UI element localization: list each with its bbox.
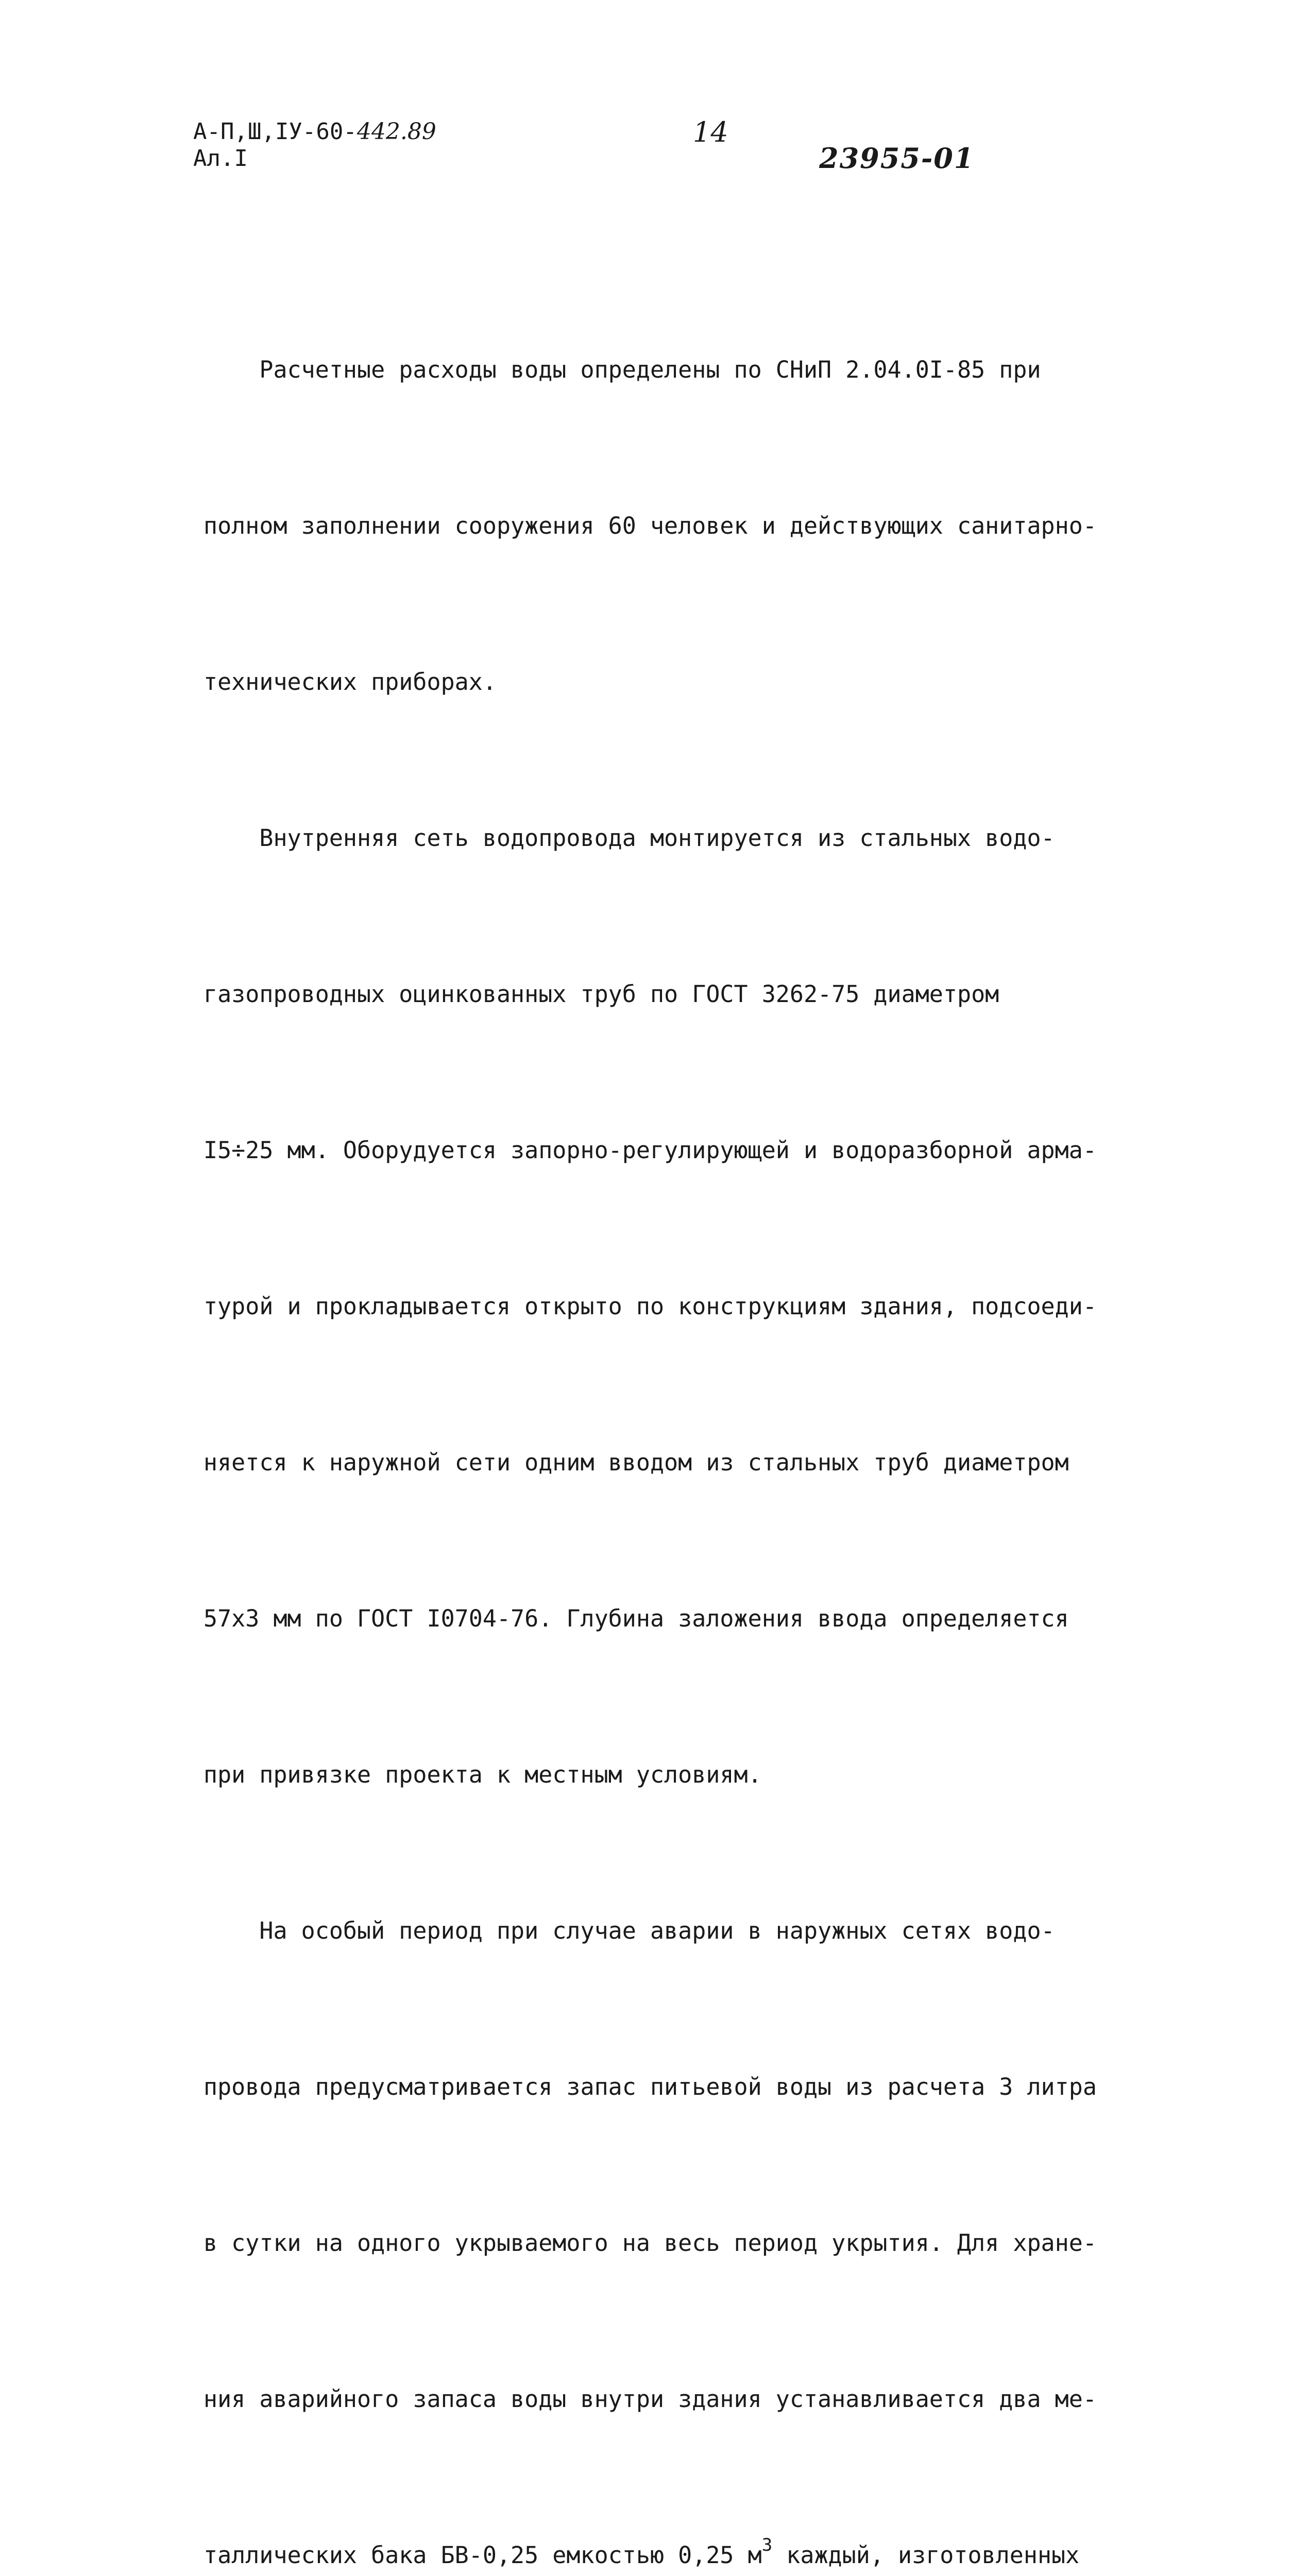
- text-line: при привязке проекта к местным условиям.: [203, 1761, 762, 1788]
- text-line: провода предусматривается запас питьевой воды из расчета 3 литра: [203, 2073, 1097, 2100]
- text-line: Внутренняя сеть водопровода монтируется из стальных водо-: [203, 824, 1055, 852]
- text-line: турой и прокладывается открыто по конструкциям здания, подсоеди-: [203, 1293, 1097, 1320]
- superscript-cubic: 3: [761, 2535, 773, 2555]
- text-line: полном заполнении сооружения 60 человек и действующих санитарно-: [203, 512, 1097, 539]
- text-line: в сутки на одного укрываемого на весь период укрытия. Для хране-: [203, 2229, 1097, 2257]
- text-line-main: таллических бака БВ-0,25 емкостью 0,25 м: [203, 2541, 762, 2569]
- document-code-handwritten: 442.89: [356, 118, 436, 145]
- document-code: [193, 118, 436, 145]
- text-line: I5÷25 мм. Оборудуется запорно-регулирующей и водоразборной арма-: [203, 1137, 1097, 1164]
- text-line-tail: каждый, изготовленных: [772, 2541, 1080, 2569]
- document-number: 23955-01: [819, 142, 975, 175]
- text-line: газопроводных оцинкованных труб по ГОСТ 3262-75 диаметром: [203, 980, 999, 1008]
- text-line-with-superscript: [203, 2529, 1218, 2576]
- text-line: На особый период при случае аварии в наружных сетях водо-: [203, 1917, 1055, 1944]
- text-line: ния аварийного запаса воды внутри здания устанавливается два ме-: [203, 2385, 1097, 2413]
- text-line: няется к наружной сети одним вводом из стальных труб диаметром: [203, 1449, 1069, 1476]
- text-line: 57х3 мм по ГОСТ I0704-76. Глубина заложения ввода определяется: [203, 1605, 1069, 1632]
- body-text: [203, 240, 1218, 2576]
- text-line: Расчетные расходы воды определены по СНиП 2.04.0I-85 при: [203, 356, 1041, 383]
- page-number: 14: [693, 116, 728, 148]
- document-code-typed: А-П,Ш,IУ-60-: [193, 118, 357, 145]
- text-line: технических приборах.: [203, 668, 497, 696]
- sheet-label: Ал.I: [193, 145, 248, 172]
